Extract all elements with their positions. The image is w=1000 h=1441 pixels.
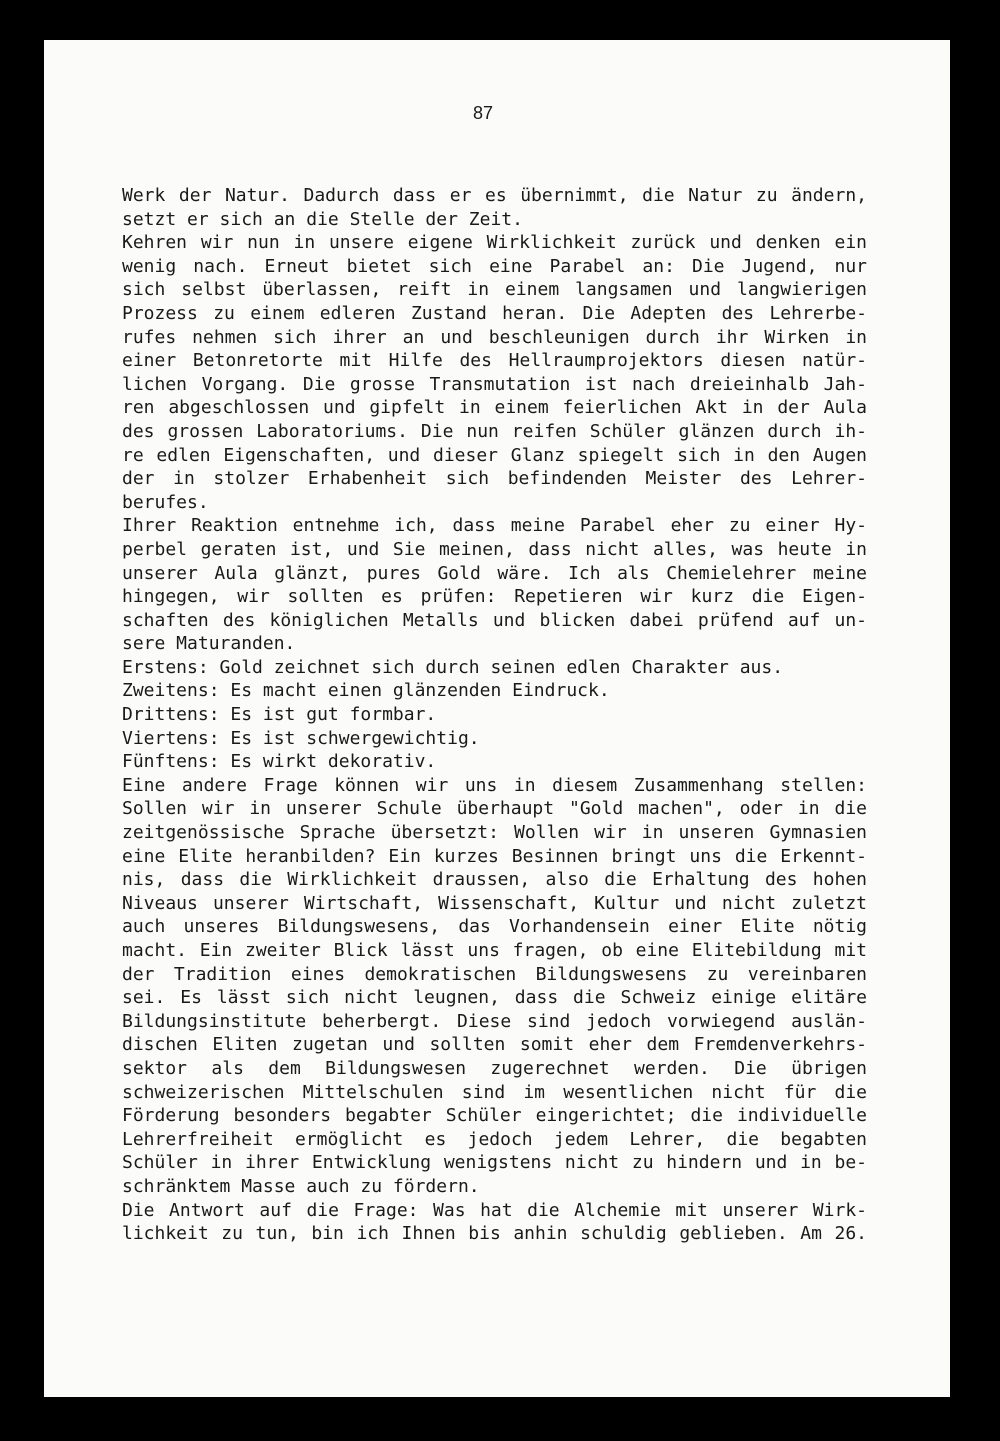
text-line: wenig nach. Erneut bietet sich eine Parabel an: Die Jugend, nur	[122, 255, 867, 277]
text-line: Die Antwort auf die Frage: Was hat die Alchemie mit unserer Wirk-	[122, 1199, 867, 1221]
page-number: 87	[473, 103, 494, 123]
text-line: hingegen, wir sollten es prüfen: Repetieren wir kurz die Eigen-	[122, 586, 867, 608]
text-line: berufes.	[122, 491, 209, 513]
text-line: re edlen Eigenschaften, und dieser Glanz spiegelt sich in den Augen	[122, 444, 867, 466]
text-line: eine Elite heranbilden? Ein kurzes Besinnen bringt uns die Erkennt-	[122, 845, 867, 867]
text-line: Werk der Natur. Dadurch dass er es übernimmt, die Natur zu ändern,	[122, 185, 867, 206]
text-line: zeitgenössische Sprache übersetzt: Wollen wir in unseren Gymnasien	[122, 822, 867, 844]
text-line: Niveaus unserer Wirtschaft, Wissenschaft, Kultur und nicht zuletzt	[122, 892, 867, 914]
text-line: Viertens: Es ist schwergewichtig.	[122, 727, 480, 749]
text-line: Schüler in ihrer Entwicklung wenigstens nicht zu hindern und in be-	[122, 1152, 867, 1174]
text-line: perbel geraten ist, und Sie meinen, dass nicht alles, was heute in	[122, 538, 867, 560]
text-line: sere Maturanden.	[122, 633, 296, 655]
text-line: Eine andere Frage können wir uns in diesem Zusammenhang stellen:	[122, 774, 867, 796]
text-line: schaften des königlichen Metalls und blicken dabei prüfend auf un-	[122, 609, 867, 631]
text-line: sich selbst überlassen, reift in einem langsamen und langwierigen	[122, 279, 867, 301]
text-line: des grossen Laboratoriums. Die nun reifen Schüler glänzen durch ih-	[122, 420, 867, 442]
text-line: der Tradition eines demokratischen Bildungswesens zu vereinbaren	[122, 963, 867, 985]
text-line: Erstens: Gold zeichnet sich durch seinen edlen Charakter aus.	[122, 656, 784, 678]
text-line: macht. Ein zweiter Blick lässt uns fragen, ob eine Elitebildung mit	[122, 940, 867, 961]
text-line: Förderung besonders begabter Schüler eingerichtet; die individuelle	[122, 1105, 867, 1127]
text-line: rufes nehmen sich ihrer an und beschleunigen durch ihr Wirken in	[122, 326, 867, 348]
text-line: Kehren wir nun in unsere eigene Wirklichkeit zurück und denken ein	[122, 232, 867, 254]
text-line: Zweitens: Es macht einen glänzenden Eindruck.	[122, 680, 610, 702]
text-line: Ihrer Reaktion entnehme ich, dass meine Parabel eher zu einer Hy-	[122, 515, 867, 537]
text-line: Drittens: Es ist gut formbar.	[122, 704, 437, 726]
text-line: lichkeit zu tun, bin ich Ihnen bis anhin schuldig geblieben. Am 26.	[122, 1223, 867, 1245]
text-line: lichen Vorgang. Die grosse Transmutation ist nach dreieinhalb Jah-	[122, 373, 867, 395]
text-line: sei. Es lässt sich nicht leugnen, dass die Schweiz einige elitäre	[122, 987, 867, 1009]
text-line: einer Betonretorte mit Hilfe des Hellraumprojektors diesen natür-	[122, 350, 867, 372]
text-line: nis, dass die Wirklichkeit draussen, also die Erhaltung des hohen	[122, 869, 867, 891]
text-line: ren abgeschlossen und gipfelt in einem feierlichen Akt in der Aula	[122, 397, 867, 419]
text-line: der in stolzer Erhabenheit sich befindenden Meister des Lehrer-	[122, 468, 867, 490]
text-line: Lehrerfreiheit ermöglicht es jedoch jedem Lehrer, die begabten	[122, 1128, 867, 1150]
text-line: Prozess zu einem edleren Zustand heran. Die Adepten des Lehrerbe-	[122, 302, 867, 324]
text-line: Sollen wir in unserer Schule überhaupt "Gold machen", oder in die	[122, 798, 867, 820]
body-text	[122, 184, 867, 1246]
text-line: unserer Aula glänzt, pures Gold wäre. Ich als Chemielehrer meine	[122, 562, 867, 584]
text-line: Fünftens: Es wirkt dekorativ.	[122, 751, 437, 773]
text-line: auch unseres Bildungswesens, das Vorhandensein einer Elite nötig	[122, 916, 867, 938]
text-line: schränktem Masse auch zu fördern.	[122, 1175, 480, 1197]
text-line: Bildungsinstitute beherbergt. Diese sind jedoch vorwiegend auslän-	[122, 1010, 867, 1032]
text-line: dischen Eliten zugetan und sollten somit eher dem Fremdenverkehrs-	[122, 1034, 867, 1056]
text-line: schweizerischen Mittelschulen sind im wesentlichen nicht für die	[122, 1081, 867, 1103]
text-line: sektor als dem Bildungswesen zugerechnet werden. Die übrigen	[122, 1057, 867, 1079]
text-line: setzt er sich an die Stelle der Zeit.	[122, 208, 523, 230]
